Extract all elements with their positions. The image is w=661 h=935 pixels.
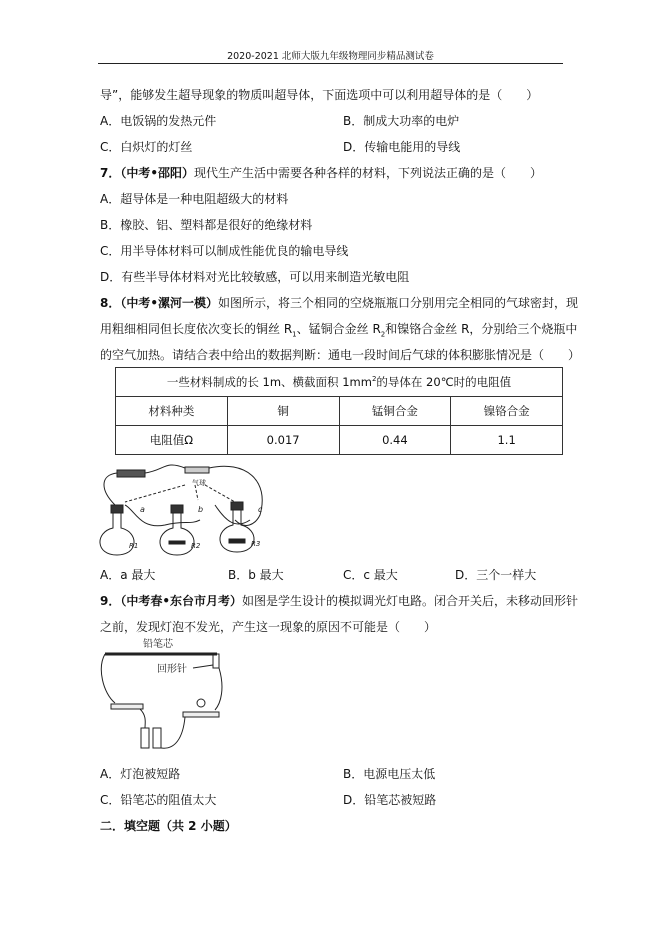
label-c: c	[258, 505, 263, 514]
q9-number: 9．	[100, 594, 121, 608]
header-rule	[98, 63, 563, 64]
flask-r2	[160, 505, 194, 555]
dimmer-circuit-figure	[95, 638, 235, 755]
q9-stem-1	[100, 592, 578, 609]
table-header: 铜	[227, 397, 339, 426]
q7-option-d: D．有些半导体材料对光比较敏感，可以用来制造光敏电阻	[100, 270, 410, 284]
switch-icon	[111, 704, 143, 709]
q9-stem-2: 之前，发现灯泡不发光，产生这一现象的原因不可能是（ ）	[100, 620, 437, 634]
q7-number: 7．	[100, 166, 121, 180]
caption-part-b: 的导体在 20℃时的电阻值	[376, 375, 512, 389]
q7-stem	[100, 164, 542, 181]
q6-option-d: D．传输电能用的导线	[343, 140, 461, 154]
label-a: a	[140, 505, 145, 514]
q7-source: （中考•邵阳）	[120, 166, 195, 180]
paper-clip-label: 回形针	[157, 664, 187, 675]
table-cell: 电阻值Ω	[116, 426, 228, 455]
table-header: 锰铜合金	[339, 397, 451, 426]
pencil-lead-label: 铅笔芯	[143, 639, 173, 650]
bulb-base	[183, 712, 219, 717]
resistance-table	[115, 367, 563, 455]
q6-option-a: A．电饭锅的发热元件	[100, 114, 217, 128]
q7-text: 现代生产生活中需要各种各样的材料，下列说法正确的是（ ）	[194, 166, 543, 180]
q8-stem-3: 的空气加热。请结合表中给出的数据判断：通电一段时间后气球的体积膨胀情况是（ ）	[100, 348, 581, 362]
section-2-title: 二．填空题（共 2 小题）	[100, 819, 237, 833]
q9-option-a: A．灯泡被短路	[100, 767, 181, 781]
table-caption	[116, 368, 563, 397]
table-cell: 0.44	[339, 426, 451, 455]
caption-part-a: 一些材料制成的长 1m、横截面积 1mm	[166, 375, 372, 389]
flask-r3	[220, 502, 254, 552]
label-r3: R3	[251, 540, 261, 548]
q8-source: （中考•漯河一模）	[120, 296, 219, 310]
paper-clip	[213, 654, 219, 668]
q7-option-c: C．用半导体材料可以制成性能优良的输电导线	[100, 244, 349, 258]
table-cell: 0.017	[227, 426, 339, 455]
q9-text-1: 如图是学生设计的模拟调光灯电路。闭合开关后，未移动回形针	[242, 594, 579, 608]
q6-option-c: C．白炽灯的灯丝	[100, 140, 193, 154]
battery-icon	[153, 728, 161, 748]
q8-text-2c: 和镍铬合金丝 R，分别给三个烧瓶中	[385, 322, 578, 336]
table-row	[116, 426, 563, 455]
battery-icon	[117, 470, 145, 477]
flasks-circuit-figure	[95, 460, 275, 560]
r1-subscript: 1	[292, 330, 297, 339]
q8-text-2a: 用粗细相同但长度依次变长的铜丝 R	[100, 322, 293, 336]
page-header: 2020-2021 北师大版九年级物理同步精品测试卷	[227, 51, 434, 62]
q6-option-b: B．制成大功率的电炉	[343, 114, 460, 128]
battery-icon	[141, 728, 149, 748]
table-header: 镍铬合金	[451, 397, 563, 426]
q8-option-c: C．c 最大	[343, 568, 398, 582]
q8-stem-2	[100, 320, 577, 338]
q9-option-d: D．铅笔芯被短路	[343, 793, 437, 807]
q7-option-b: B．橡胶、铝、塑料都是很好的绝缘材料	[100, 218, 313, 232]
q7-option-a: A．超导体是一种电阻超级大的材料	[100, 192, 289, 206]
q8-number: 8．	[100, 296, 121, 310]
q8-text-1: 如图所示，将三个相同的空烧瓶瓶口分别用完全相同的气球密封，现	[218, 296, 579, 310]
balloon-label: 气球	[192, 479, 206, 487]
label-b: b	[198, 505, 204, 514]
switch-icon	[185, 467, 209, 473]
q9-option-b: B．电源电压太低	[343, 767, 436, 781]
q8-option-b: B．b 最大	[228, 568, 284, 582]
label-r2: R2	[191, 542, 201, 550]
q9-source: （中考春•东台市月考）	[120, 594, 243, 608]
table-header-row	[116, 397, 563, 426]
table-header: 材料种类	[116, 397, 228, 426]
q6-stem: 导”，能够发生超导现象的物质叫超导体，下面选项中可以利用超导体的是（ ）	[100, 88, 539, 102]
q8-text-2b: 、锰铜合金丝 R	[296, 322, 381, 336]
q8-option-a: A．a 最大	[100, 568, 156, 582]
q9-option-c: C．铅笔芯的阻值太大	[100, 793, 217, 807]
bulb-icon	[197, 699, 205, 707]
r2-subscript: 2	[380, 330, 386, 339]
table-cell: 1.1	[451, 426, 563, 455]
caption-sup: 2	[371, 375, 377, 384]
label-r1: R1	[129, 542, 139, 550]
q8-stem-1	[100, 294, 578, 311]
q8-option-d: D．三个一样大	[455, 568, 537, 582]
